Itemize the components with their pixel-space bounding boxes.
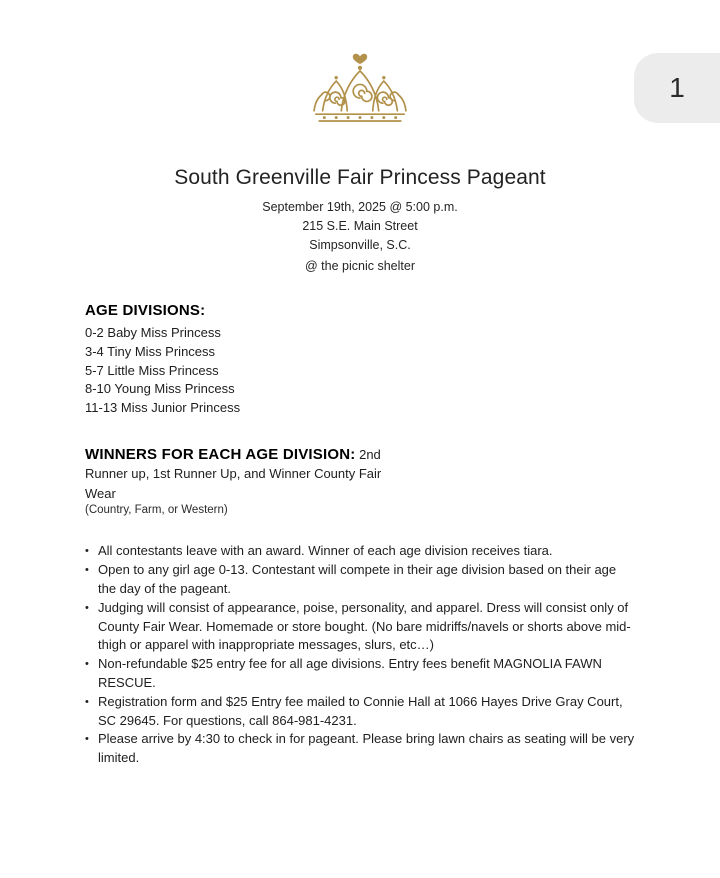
bullet-icon: • — [85, 545, 89, 558]
rule-text: Registration form and $25 Entry fee mailed to Connie Hall at 1066 Hayes Drive Gray Court, SC 29645. For questions, call 864-981-4231. — [98, 693, 623, 728]
page-number-badge — [634, 53, 720, 123]
age-division-item: 0-2 Baby Miss Princess — [85, 325, 221, 340]
age-division-item: 5-7 Little Miss Princess — [85, 362, 219, 378]
age-divisions-list — [85, 324, 670, 418]
rule-item — [85, 693, 637, 731]
event-address-line2: Simpsonville, S.C. — [309, 238, 411, 252]
bullet-icon: • — [85, 564, 89, 577]
age-division-item: 8-10 Young Miss Princess — [85, 381, 235, 397]
event-address-line1: 215 S.E. Main Street — [302, 219, 418, 233]
event-date: September 19th, 2025 @ 5:00 p.m. — [262, 200, 458, 214]
page-title: South Greenville Fair Princess Pageant — [174, 166, 546, 189]
rule-text: All contestants leave with an award. Winner of each age division receives tiara. — [98, 543, 553, 559]
bullet-icon: • — [85, 658, 89, 671]
event-location: @ the picnic shelter — [305, 259, 415, 273]
rule-text: Non-refundable $25 entry fee for all age divisions. Entry fees benefit MAGNOLIA FAWN RESCUE. — [98, 656, 602, 691]
bullet-icon: • — [85, 695, 89, 708]
rules-list — [85, 542, 637, 768]
document-body — [0, 302, 720, 768]
winners-heading: WINNERS FOR EACH AGE DIVISION: — [85, 445, 356, 463]
winners-paragraph — [85, 445, 385, 504]
age-division-item: 11-13 Miss Junior Princess — [85, 400, 241, 416]
page-number: 1 — [669, 72, 685, 103]
rule-item — [85, 542, 637, 561]
winners-details: 2nd Runner up, 1st Runner Up, and Winner County Fair Wear — [85, 446, 382, 501]
age-divisions-heading: AGE DIVISIONS: — [85, 302, 206, 319]
rule-item — [85, 599, 637, 655]
rule-text: Open to any girl age 0-13. Contestant will compete in their age division based on their age the day of the pageant. — [98, 562, 617, 597]
rule-item — [85, 561, 637, 599]
event-details — [0, 198, 720, 276]
tiara-icon — [309, 44, 411, 130]
age-division-item: 3-4 Tiny Miss Princess — [85, 343, 216, 359]
bullet-icon: • — [85, 733, 89, 746]
rule-text: Judging will consist of appearance, poise, personality, and apparel. Dress will consist only of County Fair Wear. Homemade or store bought. (No bare midriffs/navels or shorts above mid-thigh or apparel with inappropriate messages, slurs, etc…) — [98, 599, 631, 653]
document-viewer — [0, 44, 720, 878]
rule-text: Please arrive by 4:30 to check in for pageant. Please bring lawn chairs as seating will be very limited. — [98, 731, 635, 766]
bullet-icon: • — [85, 601, 89, 614]
rule-item — [85, 655, 637, 693]
winners-note: (Country, Farm, or Western) — [85, 504, 228, 517]
rule-item — [85, 730, 637, 768]
